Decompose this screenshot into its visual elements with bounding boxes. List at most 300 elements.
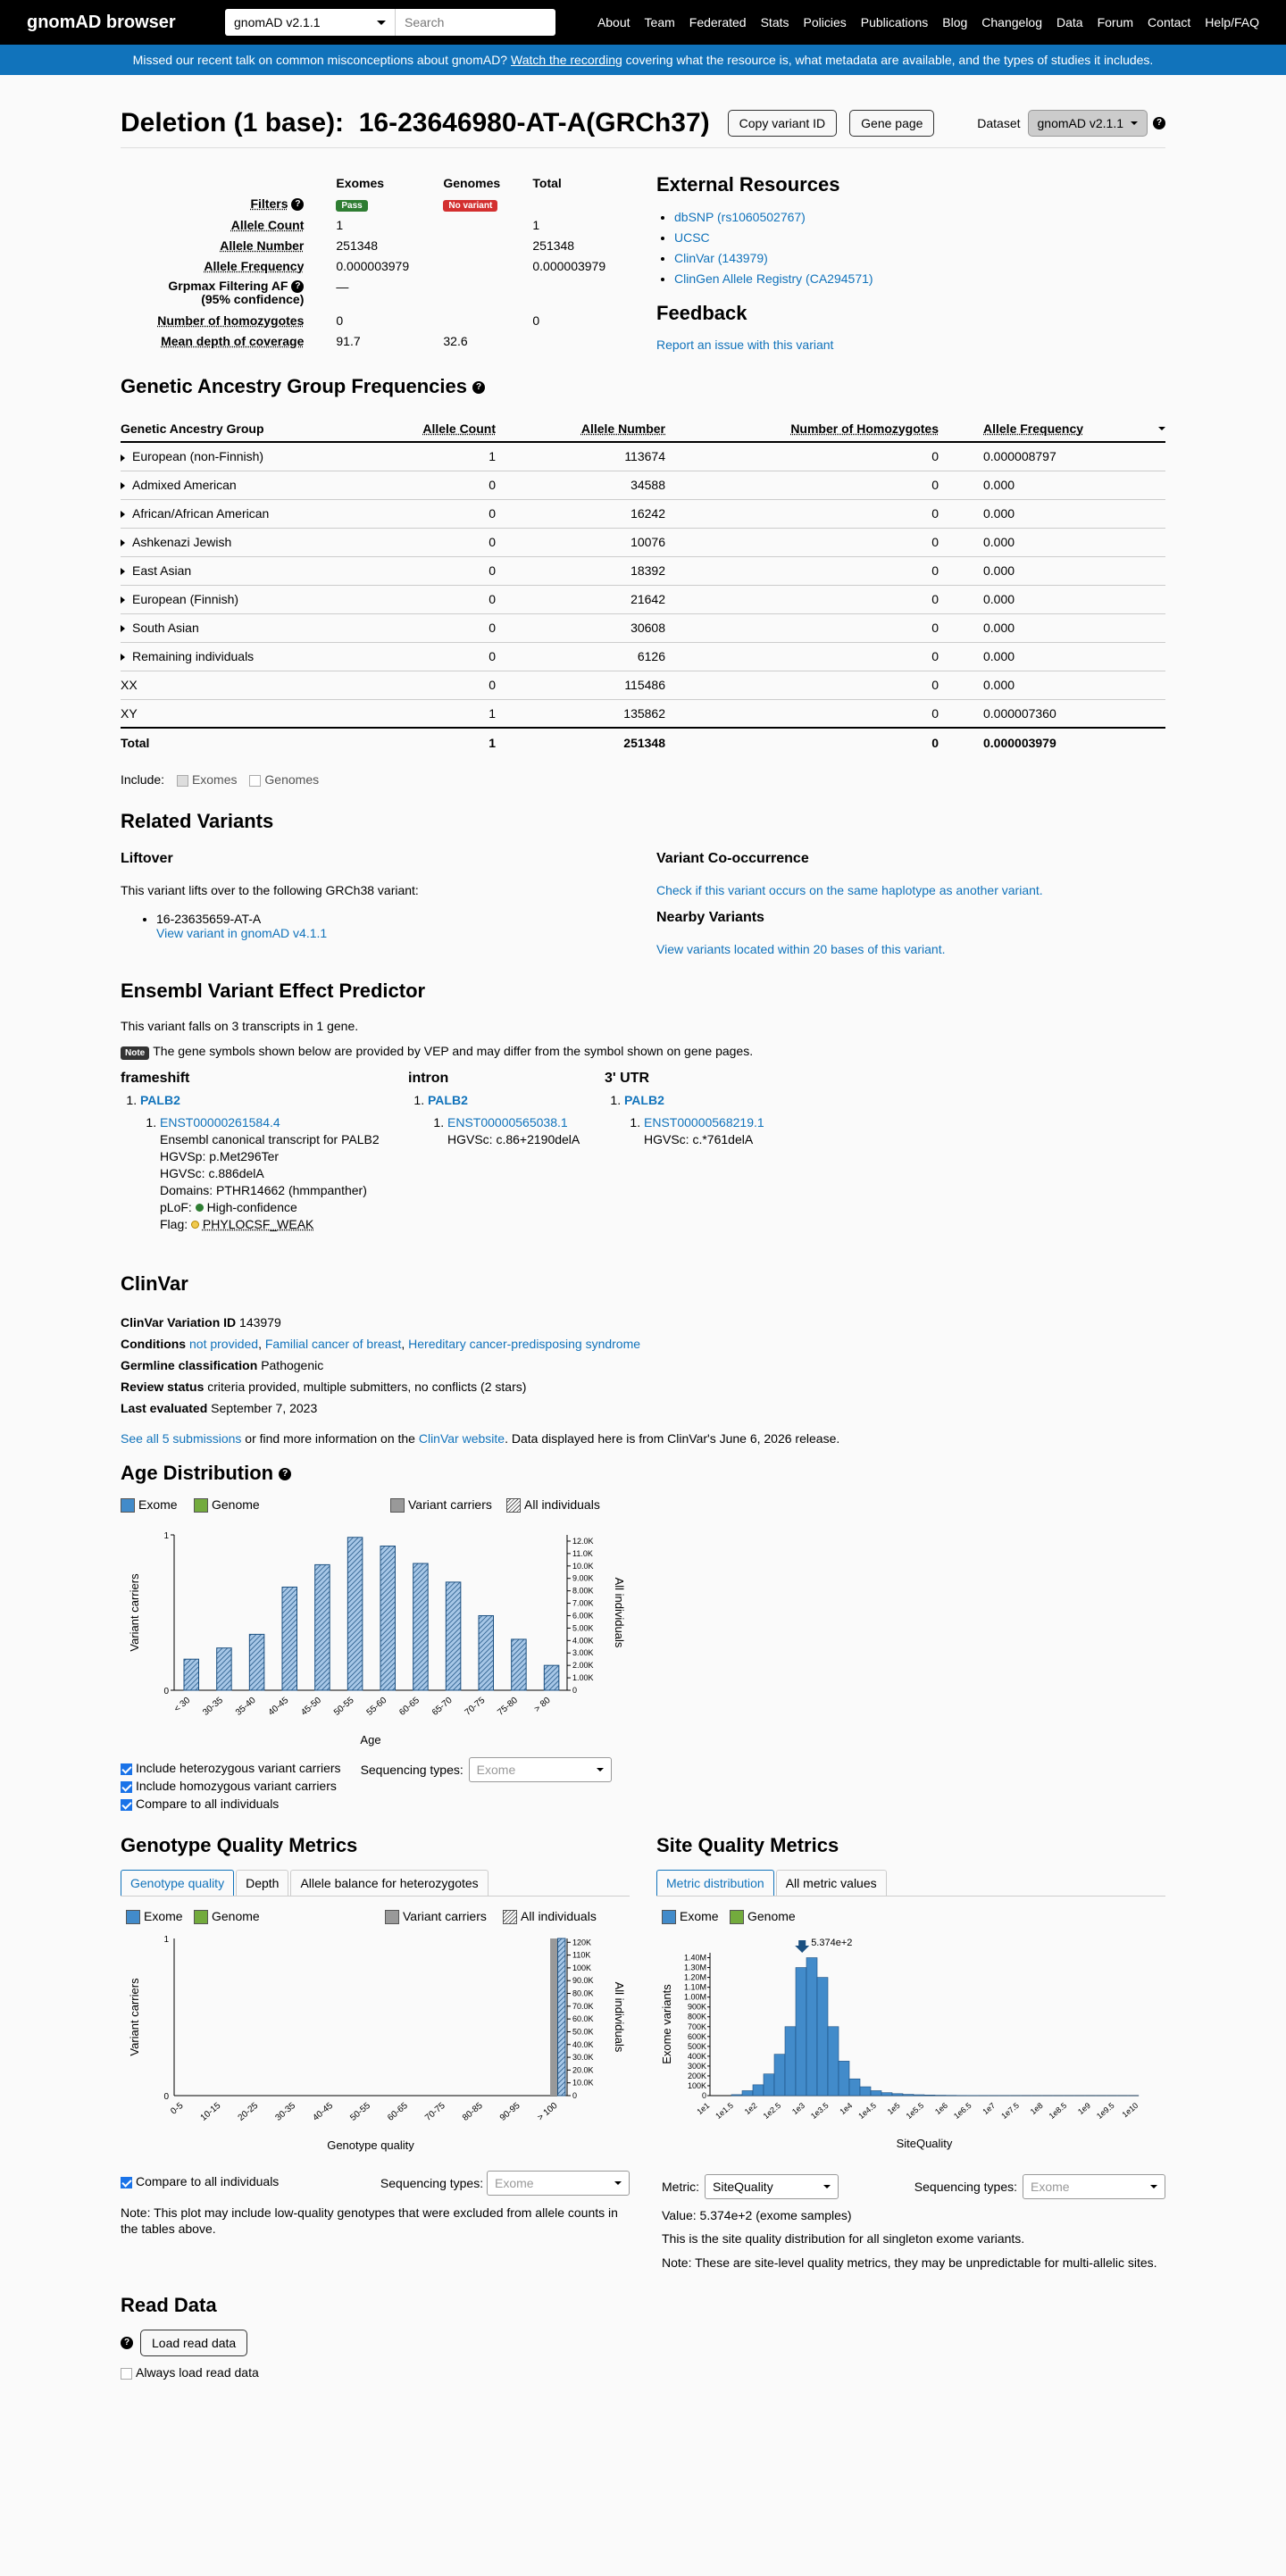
y-tick-label: 400K bbox=[687, 2051, 706, 2061]
homozygotes-exome: 0 bbox=[336, 313, 344, 328]
help-icon[interactable]: ? bbox=[121, 2337, 133, 2349]
cell: 0 bbox=[406, 642, 496, 671]
histogram-bar bbox=[871, 2090, 881, 2096]
bar-50-55 bbox=[347, 1538, 363, 1690]
group-name: Admixed American bbox=[121, 471, 406, 499]
cell: 0 bbox=[406, 528, 496, 556]
histogram-bar bbox=[796, 1968, 806, 2096]
bar-55-60 bbox=[380, 1546, 396, 1690]
help-icon[interactable]: ? bbox=[279, 1468, 291, 1480]
include-label: Include: bbox=[121, 772, 165, 787]
transcript-link[interactable]: ENST00000565038.1 bbox=[447, 1115, 568, 1130]
col-group[interactable]: Genetic Ancestry Group bbox=[121, 414, 406, 442]
y2-tick-label: 12.0K bbox=[572, 1536, 594, 1546]
y-tick-label: 1.10M bbox=[683, 1982, 706, 1992]
x-tick-label: 90-95 bbox=[497, 2100, 522, 2123]
histogram-bar bbox=[914, 2095, 924, 2096]
condition-link[interactable]: Hereditary cancer-predisposing syndrome bbox=[408, 1337, 641, 1351]
cell: 0 bbox=[406, 671, 496, 699]
gq-sequencing-select[interactable]: Exome bbox=[487, 2171, 630, 2196]
read-data-controls bbox=[121, 2330, 1165, 2356]
coverage-label: Mean depth of coverage bbox=[161, 333, 305, 348]
sq-sequencing-select[interactable]: Exome bbox=[1023, 2174, 1165, 2199]
sq-desc: This is the site quality distribution for all singleton exome variants. bbox=[662, 2231, 1025, 2246]
group-name: European (non-Finnish) bbox=[121, 442, 406, 471]
exome-swatch bbox=[121, 1498, 135, 1513]
histogram-bar bbox=[828, 2027, 839, 2096]
include-genomes-checkbox[interactable]: Genomes bbox=[249, 772, 319, 787]
gq-legend: Exome Genome Variant carriers All individuals bbox=[121, 1896, 630, 1930]
vep-intro: This variant falls on 3 transcripts in 1 gene. bbox=[121, 1019, 359, 1033]
nav-policies[interactable]: Policies bbox=[803, 15, 847, 29]
x-tick-label: 40-45 bbox=[311, 2100, 336, 2123]
x-tick-label: 30-35 bbox=[273, 2100, 298, 2123]
always-load-checkbox[interactable]: Always load read data bbox=[121, 2365, 1165, 2380]
announcement-banner bbox=[0, 45, 1286, 75]
group-name: Remaining individuals bbox=[121, 642, 406, 671]
x-tick-label: 1e4.5 bbox=[856, 2100, 878, 2122]
top-bar bbox=[0, 0, 1286, 45]
histogram-bar bbox=[806, 1958, 817, 2096]
x-tick-label: 1e4 bbox=[838, 2100, 855, 2117]
include-controls bbox=[121, 772, 1165, 787]
sq-title: Site Quality Metrics bbox=[656, 1834, 839, 1856]
y-tick-label: 1.30M bbox=[683, 1963, 706, 1972]
x-tick-label: 1e3.5 bbox=[808, 2100, 831, 2122]
nav-forum[interactable]: Forum bbox=[1097, 15, 1134, 29]
x-tick-label: 45-50 bbox=[299, 1695, 323, 1718]
dataset-label: Dataset bbox=[977, 115, 1021, 130]
compare-all-checkbox[interactable]: Compare to all individuals bbox=[121, 1795, 341, 1813]
x-tick-label: 65-70 bbox=[430, 1695, 455, 1718]
histogram-bar bbox=[849, 2079, 860, 2096]
cell: 0 bbox=[665, 442, 939, 471]
x-tick-label: 1e9.5 bbox=[1094, 2100, 1116, 2122]
search-input[interactable]: Search bbox=[395, 9, 555, 36]
liftover-variant: • 16-23635659-AT-A bbox=[156, 912, 621, 926]
nav-about[interactable]: About bbox=[597, 15, 630, 29]
expand-icon bbox=[121, 454, 129, 462]
genome-swatch bbox=[194, 1498, 208, 1513]
y2-tick-label: 110K bbox=[572, 1950, 591, 1960]
x-axis-label: Genotype quality bbox=[327, 2138, 414, 2152]
age-legend: Exome Genome Variant carriers All individuals bbox=[121, 1497, 630, 1515]
x-tick-label: 1e6.5 bbox=[951, 2100, 973, 2122]
cell: 0 bbox=[406, 613, 496, 642]
x-tick-label: 1e7.5 bbox=[999, 2100, 1021, 2122]
x-tick-label: > 80 bbox=[532, 1695, 553, 1714]
x-tick-label: 1e3 bbox=[790, 2100, 806, 2117]
ucsc-link[interactable]: UCSC bbox=[674, 230, 710, 245]
y-tick-label: 700K bbox=[687, 2022, 706, 2031]
variant-carriers-swatch bbox=[390, 1498, 405, 1513]
histogram-bar bbox=[903, 2095, 914, 2096]
col-exomes: Exomes bbox=[336, 176, 385, 190]
table-row[interactable] bbox=[121, 642, 1165, 671]
x-tick-label: 10-15 bbox=[198, 2100, 223, 2123]
nav-publications[interactable]: Publications bbox=[860, 15, 929, 29]
cell: 0.000 bbox=[939, 528, 1165, 556]
cell: 0 bbox=[665, 613, 939, 642]
gq-note: Note: This plot may include low-quality genotypes that were excluded from allele counts in the tables above. bbox=[121, 2205, 618, 2236]
nav-data[interactable]: Data bbox=[1056, 15, 1083, 29]
col-allele-frequency[interactable]: Allele Frequency bbox=[939, 414, 1165, 442]
group-name: European (Finnish) bbox=[121, 585, 406, 613]
cell: 0.000 bbox=[939, 585, 1165, 613]
homozygotes-total: 0 bbox=[532, 313, 540, 328]
allele-frequency-label: Allele Frequency bbox=[204, 259, 305, 274]
help-icon[interactable]: ? bbox=[1153, 117, 1165, 129]
y-tick-label: 200K bbox=[687, 2071, 706, 2080]
variant-carriers-bar bbox=[550, 1938, 557, 2096]
related-variants-title: Related Variants bbox=[121, 810, 274, 832]
cell: 1 bbox=[406, 442, 496, 471]
banner-link[interactable]: Watch the recording bbox=[511, 53, 622, 67]
allele-number-total: 251348 bbox=[532, 238, 575, 254]
summary-section bbox=[121, 173, 1165, 352]
y2-tick-label: 0 bbox=[572, 2091, 578, 2100]
main-nav bbox=[583, 15, 1259, 29]
nearby-title: Nearby Variants bbox=[656, 910, 764, 925]
all-individuals-bar bbox=[558, 1938, 565, 2096]
cell: 0.000 bbox=[939, 642, 1165, 671]
total-row bbox=[121, 728, 1165, 756]
cell: 0 bbox=[406, 585, 496, 613]
y-tick-label: 900K bbox=[687, 2002, 706, 2012]
tab-metric-distribution[interactable]: Metric distribution bbox=[656, 1870, 774, 1896]
ancestry-table bbox=[121, 414, 1165, 756]
dataset-select[interactable] bbox=[225, 9, 395, 36]
cooccurrence-title: Variant Co-occurrence bbox=[656, 851, 809, 866]
tab-allele-balance[interactable]: Allele balance for heterozygotes bbox=[290, 1870, 488, 1896]
x-tick-label: 1e5 bbox=[885, 2100, 902, 2117]
cell: 0.000 bbox=[939, 471, 1165, 499]
histogram-bar bbox=[839, 2061, 849, 2096]
include-hom-checkbox[interactable]: Include homozygous variant carriers bbox=[121, 1777, 341, 1795]
y-tick-label: 1.40M bbox=[683, 1953, 706, 1963]
y-tick-label: 0 bbox=[163, 1687, 169, 1696]
feedback-title: Feedback bbox=[656, 302, 747, 324]
table-row[interactable] bbox=[121, 528, 1165, 556]
tab-genotype-quality[interactable]: Genotype quality bbox=[121, 1870, 234, 1896]
histogram-bar bbox=[753, 2085, 764, 2096]
flag-icon bbox=[191, 1221, 199, 1229]
y2-tick-label: 40.0K bbox=[572, 2039, 594, 2049]
metric-select[interactable]: SiteQuality bbox=[705, 2174, 839, 2199]
x-tick-label: 60-65 bbox=[386, 2100, 410, 2123]
gene-link[interactable]: PALB2 bbox=[624, 1093, 664, 1107]
condition-link[interactable]: not provided bbox=[189, 1337, 259, 1351]
allele-frequency-total: 0.000003979 bbox=[532, 259, 606, 274]
cell: 0 bbox=[406, 556, 496, 585]
gene-link[interactable]: PALB2 bbox=[428, 1093, 468, 1107]
chevron-down-icon bbox=[1131, 121, 1138, 125]
allele-number-exome: 251348 bbox=[336, 238, 379, 254]
histogram-bar bbox=[785, 2027, 796, 2096]
filters-label: Filters bbox=[250, 196, 288, 211]
y2-tick-label: 120K bbox=[572, 1938, 592, 1947]
vep-note: Note The gene symbols shown below are provided by VEP and may differ from the symbol shown on gene pages. bbox=[121, 1044, 1165, 1058]
cell: 0.000 bbox=[939, 613, 1165, 642]
y2-axis-label: All individuals bbox=[613, 1577, 626, 1648]
x-tick-label: 1e9 bbox=[1076, 2100, 1092, 2117]
y2-tick-label: 70.0K bbox=[572, 2001, 594, 2011]
x-tick-label: 1e6 bbox=[933, 2100, 949, 2117]
clinvar-title: ClinVar bbox=[121, 1272, 188, 1295]
vep-consequences bbox=[121, 1071, 1165, 1233]
liftover-text: This variant lifts over to the following GRCh38 variant: bbox=[121, 883, 419, 897]
histogram-bar bbox=[892, 2094, 903, 2096]
y-tick-label: 100K bbox=[687, 2080, 706, 2090]
y-axis-label: Variant carriers bbox=[128, 1978, 141, 2056]
clinvar-link[interactable]: ClinVar (143979) bbox=[674, 251, 768, 265]
y2-tick-label: 20.0K bbox=[572, 2065, 594, 2075]
x-tick-label: > 100 bbox=[535, 2100, 560, 2123]
cell: 16242 bbox=[496, 499, 665, 528]
include-exomes-checkbox[interactable]: Exomes bbox=[177, 772, 238, 787]
liftover-link[interactable]: View variant in gnomAD v4.1.1 bbox=[156, 926, 328, 940]
y-tick-label: 300K bbox=[687, 2061, 706, 2071]
y2-axis-label: All individuals bbox=[613, 1981, 626, 2053]
x-tick-label: 70-75 bbox=[423, 2100, 447, 2123]
allele-frequency-exome: 0.000003979 bbox=[336, 259, 410, 274]
vep-frameshift: frameshift 1. PALB2 1. ENST00000261584.4 Ensembl canonical transcript for PALB2 HGVSp: p.Met296Ter HGVSc: c.886delA Domains: PTHR14662 (hmmpanther) pLoF: High-confidence Flag: PHYLOCSF_WEAK bbox=[121, 1071, 408, 1233]
bar-30-35 bbox=[217, 1648, 232, 1690]
gq-chart bbox=[121, 1930, 630, 2162]
group-name: East Asian bbox=[121, 556, 406, 585]
expand-icon bbox=[121, 482, 129, 489]
x-tick-label: 50-55 bbox=[331, 1695, 356, 1718]
gq-title: Genotype Quality Metrics bbox=[121, 1834, 358, 1856]
y2-tick-label: 2.00K bbox=[572, 1661, 594, 1671]
col-homozygotes[interactable]: Number of Homozygotes bbox=[665, 414, 939, 442]
transcript-link[interactable]: ENST00000568219.1 bbox=[644, 1115, 764, 1130]
clinvar-details: ClinVar Variation ID 143979 Conditions not provided, Familial cancer of breast, Hereditary cancer-predisposing syndrome Germline classification Pathogenic Review status criteria provided, multiple submitters, no conflicts (2 stars) Last evaluated September 7, 2023 See all 5 submissions or find more information on the ClinVar website. Data displayed here is from ClinVar's June 6, 2026 release. bbox=[121, 1315, 840, 1446]
page-content bbox=[121, 75, 1165, 2380]
nav-contact[interactable]: Contact bbox=[1148, 15, 1191, 29]
histogram-bar bbox=[731, 2095, 742, 2096]
clinvar-website-link[interactable]: ClinVar website bbox=[418, 1431, 505, 1446]
table-row[interactable] bbox=[121, 442, 1165, 471]
high-confidence-icon bbox=[196, 1204, 204, 1212]
histogram-bar bbox=[764, 2074, 774, 2096]
histogram-bar bbox=[817, 1978, 828, 2096]
table-row[interactable] bbox=[121, 499, 1165, 528]
cell: 0 bbox=[406, 471, 496, 499]
y-tick-label: 1.00M bbox=[683, 1992, 706, 2002]
x-tick-label: < 30 bbox=[172, 1695, 193, 1714]
dbsnp-link[interactable]: dbSNP (rs1060502767) bbox=[674, 210, 806, 224]
allele-count-exome: 1 bbox=[336, 218, 344, 233]
cell: 113674 bbox=[496, 442, 665, 471]
copy-variant-id-button[interactable]: Copy variant ID bbox=[728, 110, 837, 137]
x-tick-label: 1e7 bbox=[981, 2100, 998, 2117]
cell: 0 bbox=[665, 556, 939, 585]
vep-3utr: 3' UTR 1. PALB2 1. ENST00000568219.1 HGVSc: c.*761delA bbox=[605, 1071, 801, 1233]
table-row[interactable] bbox=[121, 613, 1165, 642]
nav-federated[interactable]: Federated bbox=[689, 15, 747, 29]
include-het-checkbox[interactable]: Include heterozygous variant carriers bbox=[121, 1759, 341, 1777]
grpmax-label: Grpmax Filtering AF ? (95% confidence) bbox=[168, 279, 305, 307]
y2-tick-label: 6.00K bbox=[572, 1611, 594, 1621]
x-tick-label: 20-25 bbox=[236, 2100, 261, 2123]
x-tick-label: 1e5.5 bbox=[904, 2100, 926, 2122]
external-resources bbox=[656, 173, 1165, 352]
x-tick-label: 0-5 bbox=[169, 2100, 186, 2117]
x-tick-label: 1e2 bbox=[742, 2100, 759, 2117]
col-allele-number[interactable]: Allele Number bbox=[496, 414, 665, 442]
histogram-bar bbox=[924, 2095, 935, 2096]
y2-tick-label: 50.0K bbox=[572, 2027, 594, 2037]
bar-> 80 bbox=[544, 1665, 559, 1690]
expand-icon bbox=[121, 539, 129, 546]
x-tick-label: 30-35 bbox=[201, 1695, 225, 1718]
y-tick-label: 800K bbox=[687, 2012, 706, 2022]
table-row[interactable] bbox=[121, 585, 1165, 613]
cell: 30608 bbox=[496, 613, 665, 642]
group-name: Ashkenazi Jewish bbox=[121, 528, 406, 556]
col-genomes: Genomes bbox=[443, 176, 501, 190]
cell: 10076 bbox=[496, 528, 665, 556]
expand-icon bbox=[121, 511, 129, 518]
total-cell: 0.000003979 bbox=[939, 728, 1165, 756]
ancestry-title: Genetic Ancestry Group Frequencies ? bbox=[121, 375, 1165, 398]
allele-count-total: 1 bbox=[532, 218, 540, 233]
sq-legend: Exome Genome bbox=[656, 1896, 1165, 1930]
sort-icon bbox=[1158, 427, 1165, 430]
cell: 0.000 bbox=[939, 499, 1165, 528]
total-cell: Total bbox=[121, 728, 406, 756]
tab-all-metric-values[interactable]: All metric values bbox=[776, 1870, 887, 1896]
y-tick-label: 500K bbox=[687, 2041, 706, 2051]
cell: 0.000 bbox=[939, 556, 1165, 585]
y2-tick-label: 8.00K bbox=[572, 1586, 594, 1596]
cell: 135862 bbox=[496, 699, 665, 728]
gq-compare-checkbox[interactable]: Compare to all individuals bbox=[121, 2174, 279, 2196]
see-all-submissions-link[interactable]: See all 5 submissions bbox=[121, 1431, 242, 1446]
x-tick-label: 70-75 bbox=[463, 1695, 488, 1718]
table-row bbox=[121, 671, 1165, 699]
cooccurrence-link[interactable]: Check if this variant occurs on the same haplotype as another variant. bbox=[656, 883, 1043, 897]
x-tick-label: 75-80 bbox=[496, 1695, 520, 1718]
group-name: XY bbox=[121, 699, 406, 728]
nav-team[interactable]: Team bbox=[644, 15, 675, 29]
x-tick-label: 1e2.5 bbox=[761, 2100, 783, 2122]
dataset-dropdown[interactable] bbox=[1028, 110, 1148, 137]
y2-tick-label: 10.0K bbox=[572, 2078, 594, 2088]
cell: 0 bbox=[665, 585, 939, 613]
banner-text-tail: covering what the resource is, what metadata are available, and the types of studies it includes. bbox=[625, 53, 1154, 67]
vep-intron: intron 1. PALB2 1. ENST00000565038.1 HGVSc: c.86+2190delA bbox=[408, 1071, 605, 1233]
expand-icon bbox=[121, 654, 129, 661]
liftover-title: Liftover bbox=[121, 851, 173, 866]
nav-help[interactable]: Help/FAQ bbox=[1205, 15, 1259, 29]
col-allele-count[interactable]: Allele Count bbox=[406, 414, 496, 442]
x-tick-label: 80-85 bbox=[460, 2100, 485, 2123]
cell: 0 bbox=[406, 499, 496, 528]
x-tick-label: 60-65 bbox=[397, 1695, 422, 1718]
y2-tick-label: 4.00K bbox=[572, 1636, 594, 1646]
y-tick-label: 0 bbox=[701, 2091, 706, 2100]
grpmax-exome: — bbox=[336, 279, 349, 295]
cell: 6126 bbox=[496, 642, 665, 671]
help-icon[interactable]: ? bbox=[291, 198, 304, 211]
allele-count-label: Allele Count bbox=[230, 218, 305, 233]
gene-page-button[interactable]: Gene page bbox=[849, 110, 934, 137]
marker-arrow-icon bbox=[795, 1940, 809, 1953]
tab-depth[interactable]: Depth bbox=[236, 1870, 288, 1896]
x-tick-label: 1e1.5 bbox=[714, 2100, 735, 2122]
report-issue-link[interactable]: Report an issue with this variant bbox=[656, 338, 834, 352]
cell: 0 bbox=[665, 642, 939, 671]
y2-tick-label: 0 bbox=[572, 1686, 578, 1695]
nav-blog[interactable]: Blog bbox=[942, 15, 968, 29]
age-chart bbox=[121, 1517, 639, 1754]
y-tick-label: 0 bbox=[163, 2092, 169, 2102]
table-row[interactable] bbox=[121, 471, 1165, 499]
help-icon[interactable]: ? bbox=[472, 381, 485, 394]
x-tick-label: 55-60 bbox=[364, 1695, 389, 1718]
cell: 0 bbox=[665, 471, 939, 499]
all-individuals-swatch bbox=[506, 1498, 521, 1513]
x-tick-label: 1e8 bbox=[1028, 2100, 1045, 2117]
total-cell: 1 bbox=[406, 728, 496, 756]
nav-changelog[interactable]: Changelog bbox=[981, 15, 1043, 29]
y2-tick-label: 80.0K bbox=[572, 1988, 594, 1998]
table-row[interactable] bbox=[121, 556, 1165, 585]
transcript-link[interactable]: ENST00000261584.4 bbox=[160, 1115, 280, 1130]
summary-table bbox=[121, 173, 621, 352]
expand-icon bbox=[121, 596, 129, 604]
condition-link[interactable]: Familial cancer of breast bbox=[264, 1337, 402, 1351]
nearby-link[interactable]: View variants located within 20 bases of this variant. bbox=[656, 942, 946, 956]
site-quality-panel: Site Quality Metrics Metric distribution All metric values Exome Genome 0 100K 200K 300K 400K 500K 600K 700K 800K 900K 1.00M 1.10M 1.20M 1.30M 1.40M 1e1 1e1.5 1e2 1e2.5 1e3 1e3.5 1e4 1e4.5 1e5 1e5.5 1e6 1e6.5 1e7 1e7.5 1e8 1e8.5 1e9 1e9.5 1e10 5.374e+2 SiteQuality Exome variants Metric: SiteQuality Sequencing types: Exome Value: 5.374e+2 (exome samples) This is the site quality distribution for all singleton exome variants. Note: These are site-level quality metrics, they may be unpredictable for multi-allelic sites. bbox=[656, 1834, 1165, 2271]
pass-badge: Pass bbox=[336, 200, 367, 212]
dataset-select-value: gnomAD v2.1.1 bbox=[234, 15, 321, 29]
y-tick-label: 1 bbox=[163, 1935, 169, 1945]
x-tick-label: 1e10 bbox=[1120, 2100, 1140, 2120]
bar-65-70 bbox=[446, 1582, 461, 1690]
cell: 1 bbox=[406, 699, 496, 728]
brand-link[interactable]: gnomAD browser bbox=[27, 12, 176, 32]
marker-label: 5.374e+2 bbox=[811, 1938, 853, 1948]
expand-icon bbox=[121, 568, 129, 575]
histogram-bar bbox=[742, 2090, 753, 2096]
title-row bbox=[121, 75, 1165, 148]
bar-75-80 bbox=[512, 1639, 527, 1690]
clingen-link[interactable]: ClinGen Allele Registry (CA294571) bbox=[674, 271, 873, 286]
coverage-genome: 32.6 bbox=[443, 333, 468, 348]
group-name: African/African American bbox=[121, 499, 406, 528]
cell: 0 bbox=[665, 499, 939, 528]
y-tick-label: 1.20M bbox=[683, 1972, 706, 1982]
y2-tick-label: 100K bbox=[572, 1963, 592, 1972]
sq-chart bbox=[656, 1930, 1165, 2162]
y-tick-label: 1 bbox=[163, 1531, 169, 1541]
metric-label: Metric: bbox=[662, 2180, 699, 2194]
external-resources-title: External Resources bbox=[656, 173, 840, 196]
vep-title: Ensembl Variant Effect Predictor bbox=[121, 980, 426, 1002]
total-cell: 0 bbox=[665, 728, 939, 756]
nav-stats[interactable]: Stats bbox=[760, 15, 789, 29]
cell: 0.000008797 bbox=[939, 442, 1165, 471]
gene-link[interactable]: PALB2 bbox=[140, 1093, 180, 1107]
dataset-dropdown-value: gnomAD v2.1.1 bbox=[1037, 115, 1123, 130]
read-data-title: Read Data bbox=[121, 2294, 217, 2316]
sequencing-type-select[interactable]: Exome bbox=[469, 1757, 612, 1782]
y2-tick-label: 30.0K bbox=[572, 2053, 594, 2063]
load-read-data-button[interactable]: Load read data bbox=[140, 2330, 247, 2356]
